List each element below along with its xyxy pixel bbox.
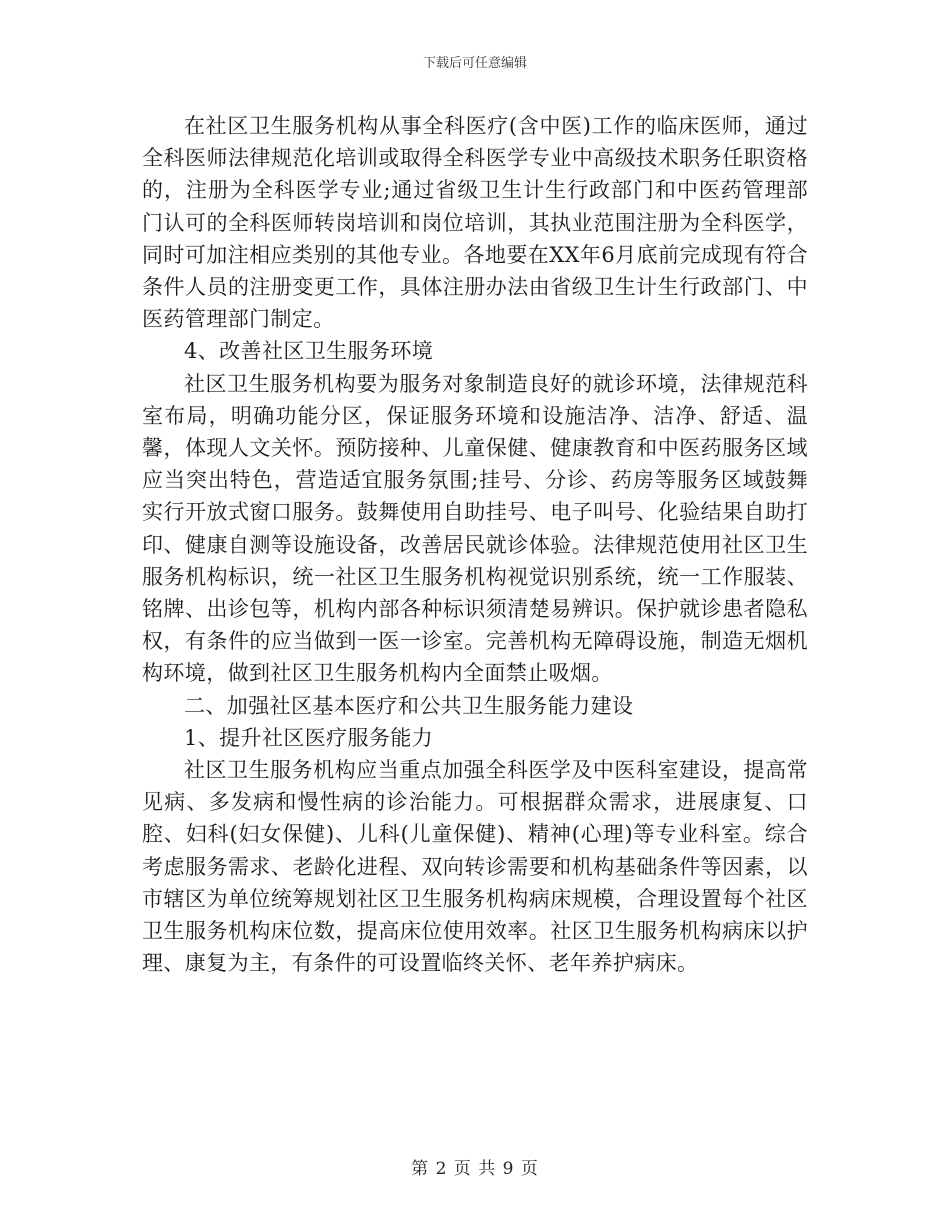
heading-medical-service-capacity: 1、提升社区医疗服务能力: [184, 725, 434, 750]
page-header-note: 下载后可任意编辑: [422, 56, 527, 71]
paragraph-registration: 在社区卫生服务机构从事全科医疗(含中医)工作的临床医师，通过全科医师法律规范化培训或取得全科医学专业中高级技术职务任职资格的，注册为全科医学专业;通过省级卫生计生行政部门和中医药管理部门认可的全科医师转岗培训和岗位培训，其执业范围注册为全科医学，同时可加注相应类别的其他专业。各地要在XX年6月底前完成现有符合条件人员的注册变更工作，具体注册办法由省级卫生计生行政部门、中医药管理部门制定。: [142, 114, 808, 332]
paragraph-environment: 社区卫生服务机构要为服务对象制造良好的就诊环境，法律规范科室布局，明确功能分区，保证服务环境和设施洁净、洁净、舒适、温馨，体现人文关怀。预防接种、儿童保健、健康教育和中医药服务区域应当突出特色，营造适宜服务氛围;挂号、分诊、药房等服务区域鼓舞实行开放式窗口服务。鼓舞使用自助挂号、电子叫号、化验结果自助打印、健康自测等设施设备，改善居民就诊体验。法律规范使用社区卫生服务机构标识，统一社区卫生服务机构视觉识别系统，统一工作服装、铭牌、出诊包等，机构内部各种标识须清楚易辨识。保护就诊患者隐私权，有条件的应当做到一医一诊室。完善机构无障碍设施，制造无烟机构环境，做到社区卫生服务机构内全面禁止吸烟。: [142, 371, 808, 686]
page-number-footer: 第 2 页 共 9 页: [411, 1159, 539, 1179]
paragraph-medical-service: 社区卫生服务机构应当重点加强全科医学及中医科室建设，提高常见病、多发病和慢性病的诊治能力。可根据群众需求，进展康复、口腔、妇科(妇女保健)、儿科(儿童保健)、精神(心理)等专业科室。综合考虑服务需求、老龄化进程、双向转诊需要和机构基础条件等因素，以市辖区为单位统筹规划社区卫生服务机构病床规模，合理设置每个社区卫生服务机构床位数，提高床位使用效率。社区卫生服务机构病床以护理、康复为主，有条件的可设置临终关怀、老年养护病床。: [142, 758, 808, 976]
heading-strengthen-capacity: 二、加强社区基本医疗和公共卫生服务能力建设: [184, 693, 634, 718]
document-body: [142, 110, 808, 979]
heading-improve-environment: 4、改善社区卫生服务环境: [184, 339, 434, 364]
